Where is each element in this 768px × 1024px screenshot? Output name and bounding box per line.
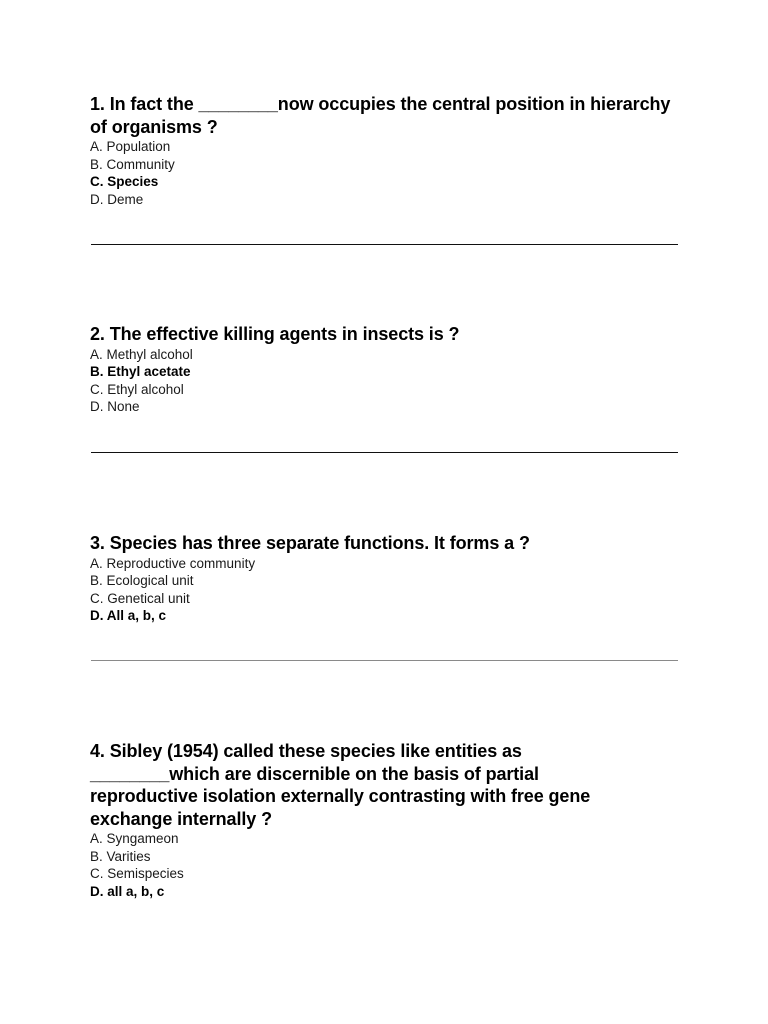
- answer-options: [90, 138, 690, 208]
- option-a: A. Methyl alcohol: [90, 346, 193, 362]
- option-b: B. Ecological unit: [90, 573, 194, 588]
- option-d: D. Deme: [90, 191, 144, 207]
- question-4: [90, 740, 630, 900]
- separator-line: [91, 452, 678, 453]
- option-b: B. Community: [90, 156, 175, 172]
- question-2: [90, 323, 690, 416]
- option-b-correct: B. Ethyl acetate: [90, 364, 191, 379]
- answer-options: [90, 555, 690, 625]
- question-1: [90, 93, 690, 208]
- separator-line: [91, 660, 678, 661]
- question-3: [90, 532, 690, 625]
- option-d-correct: D. All a, b, c: [90, 608, 167, 623]
- question-text: 3. Species has three separate functions. It forms a ?: [90, 533, 530, 553]
- option-b: B. Varities: [90, 848, 151, 864]
- question-text: 4. Sibley (1954) called these species like entities as ________which are discernible on the basis of partial reproductive isolation externally contrasting with free gene exchange internally ?: [90, 741, 591, 829]
- option-c: C. Semispecies: [90, 866, 184, 881]
- option-a: A. Syngameon: [90, 831, 179, 846]
- option-c: C. Ethyl alcohol: [90, 381, 184, 397]
- answer-options: [90, 830, 630, 900]
- option-d-correct: D. all a, b, c: [90, 883, 165, 899]
- question-text: 2. The effective killing agents in insects is ?: [90, 324, 460, 344]
- option-c-correct: C. Species: [90, 174, 159, 189]
- question-text: 1. In fact the ________now occupies the central position in hierarchy of organisms ?: [90, 94, 671, 137]
- option-d: D. None: [90, 399, 140, 414]
- option-c: C. Genetical unit: [90, 590, 190, 606]
- option-a: A. Population: [90, 139, 171, 154]
- option-a: A. Reproductive community: [90, 555, 256, 571]
- separator-line: [91, 244, 678, 245]
- answer-options: [90, 346, 690, 416]
